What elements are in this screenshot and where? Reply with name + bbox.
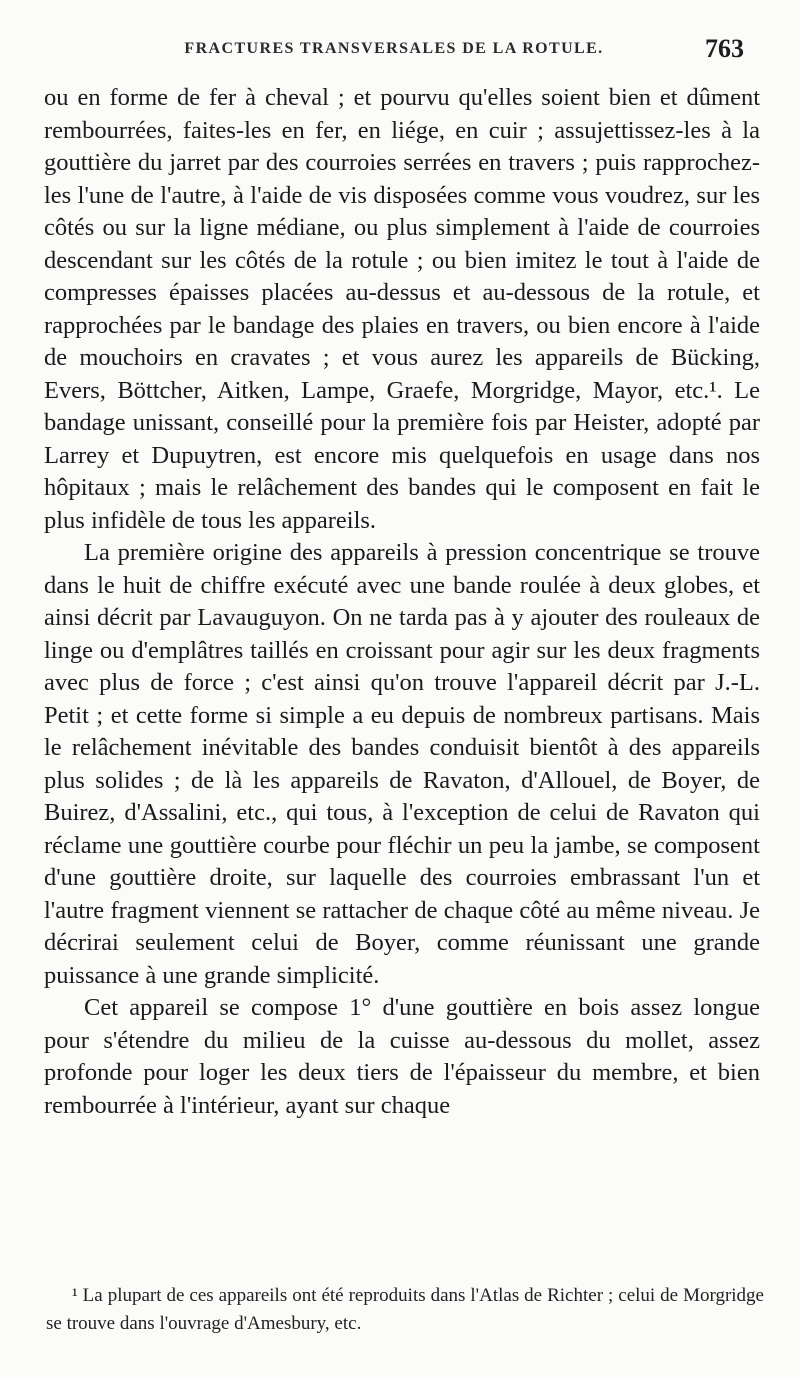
page-header [40,34,748,74]
footnote-text: ¹ La plupart de ces appareils ont été reproduits dans l'Atlas de Richter ; celui de Morgridge se trouve dans l'ouvrage d'Amesbury, etc. [46,1285,764,1334]
page-number: 763 [705,34,744,63]
paragraph: Cet appareil se compose 1° d'une gouttière en bois assez longue pour s'étendre du milieu de la cuisse au-dessous du mollet, assez profonde pour loger les deux tiers de l'épaisseur du membre, et bien rembourrée à l'intérieur, ayant sur chaque [44,994,760,1119]
paragraph: ou en forme de fer à cheval ; et pourvu qu'elles soient bien et dûment rembourrées, faites-les en fer, en liége, en cuir ; assujettissez-les à la gouttière du jarret par des courroies serrées en travers ; puis rapprochez-les l'une de l'autre, à l'aide de vis disposées comme vous voudrez, sur les côtés ou sur la ligne médiane, ou plus simplement à l'aide de courroies descendant sur les côtés de la rotule ; ou bien imitez le tout à l'aide de compresses épaisses placées au-dessus et au-dessous de la rotule, et rapprochées par le bandage des plaies en travers, ou bien encore à l'aide de mouchoirs en cravates ; et vous aurez les appareils de Bücking, Evers, Böttcher, Aitken, Lampe, Graefe, Morgridge, Mayor, etc.¹. Le bandage unissant, conseillé pour la première fois par Heister, adopté par Larrey et Dupuytren, est encore mis quelquefois en usage dans nos hôpitaux ; mais le relâchement des bandes qui le composent en fait le plus infidèle de tous les appareils. [44,84,760,534]
paragraph: La première origine des appareils à pression concentrique se trouve dans le huit de chiffre exécuté avec une bande roulée à deux globes, et ainsi décrit par Lavauguyon. On ne tarda pas à y ajouter des rouleaux de linge ou d'emplâtres taillés en croissant pour agir sur les deux fragments avec plus de force ; c'est ainsi qu'on trouve l'appareil décrit par J.-L. Petit ; et cette forme si simple a eu depuis de nombreux partisans. Mais le relâchement inévitable des bandes conduisit bientôt à des appareils plus solides ; de là les appareils de Ravaton, d'Allouel, de Boyer, de Buirez, d'Assalini, etc., qui tous, à l'exception de celui de Ravaton qui réclame une gouttière courbe pour fléchir un peu la jambe, se composent d'une gouttière droite, sur laquelle des courroies embrassant l'un et l'autre fragment viennent se rattacher de chaque côté au même niveau. Je décrirai seulement celui de Boyer, comme réunissant une grande puissance à une grande simplicité. [44,539,760,989]
running-title: FRACTURES TRANSVERSALES DE LA ROTULE. [184,40,604,57]
footnote [46,1282,764,1338]
main-text [44,82,760,1122]
